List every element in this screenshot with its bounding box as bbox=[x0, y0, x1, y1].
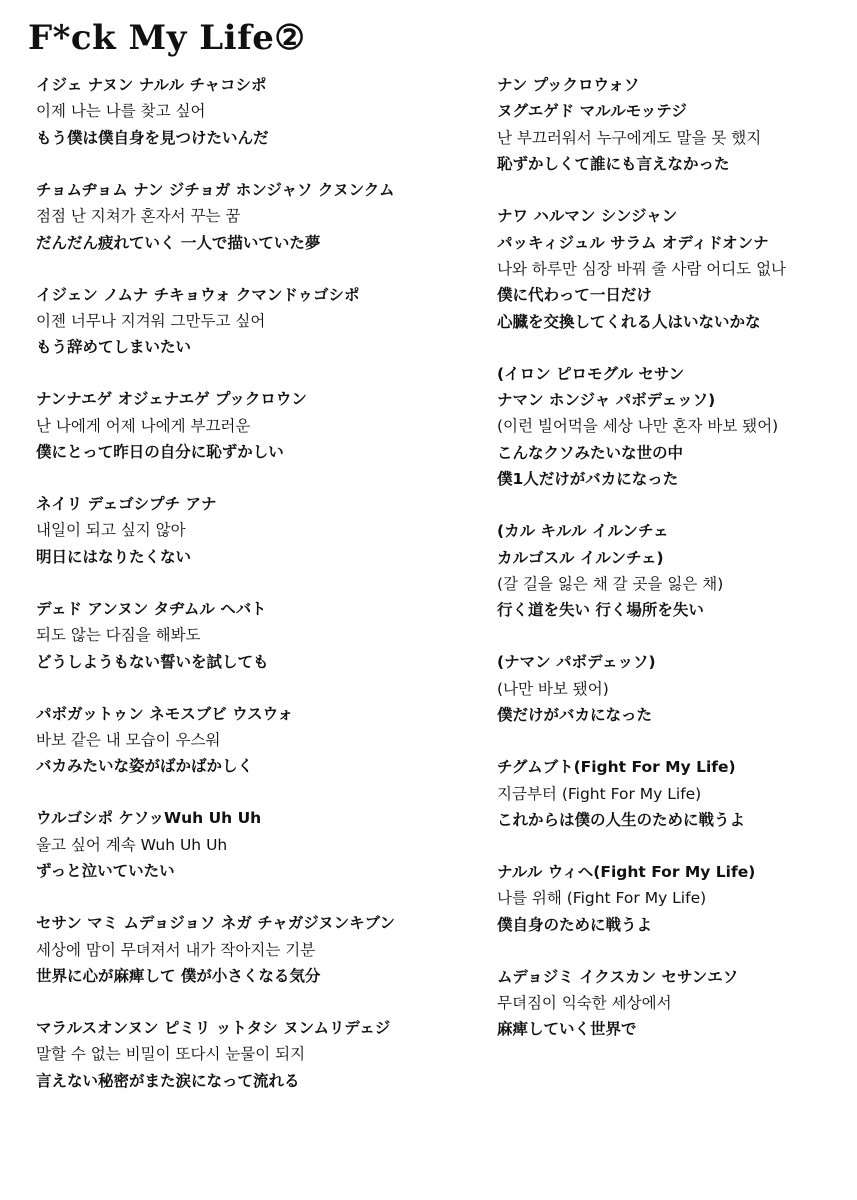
romaji-line: ナン プックロウォソ bbox=[497, 76, 640, 94]
korean-line: 되도 않는 다짐을 해봐도 bbox=[36, 626, 201, 645]
lyric-stanza bbox=[36, 805, 456, 884]
lyric-stanza bbox=[36, 701, 456, 780]
lyric-stanza bbox=[497, 361, 847, 493]
romaji-line: イジェン ノムナ チキョウォ クマンドゥゴシポ bbox=[36, 285, 360, 304]
lyric-stanza bbox=[497, 72, 847, 178]
korean-line: 말할 수 없는 비밀이 또다시 눈물이 되지 bbox=[36, 1045, 306, 1064]
japanese-line: 行く道を失い 行く場所を失い bbox=[497, 601, 704, 620]
japanese-line: 心臓を交換してくれる人はいないかな bbox=[497, 312, 761, 331]
japanese-line: これからは僕の人生のために戦うよ bbox=[497, 810, 746, 829]
lyric-stanza bbox=[36, 72, 456, 151]
korean-line: 나와 하루만 심장 바꿔 줄 사람 어디도 없나 bbox=[497, 259, 787, 278]
lyric-stanza bbox=[36, 386, 456, 465]
lyric-stanza bbox=[36, 282, 456, 361]
korean-line: 이젠 너무나 지겨워 그만두고 싶어 bbox=[36, 311, 266, 330]
japanese-line: 僕1人だけがバカになった bbox=[497, 470, 679, 489]
page-title: F*ck My Life② bbox=[28, 18, 306, 58]
korean-line: 세상에 맘이 무뎌져서 내가 작아지는 기분 bbox=[36, 940, 316, 959]
korean-line: 이제 나는 나를 찾고 싶어 bbox=[36, 102, 206, 121]
korean-line: (이런 빌어먹을 세상 나만 혼자 바보 됐어) bbox=[497, 417, 779, 436]
japanese-line: ずっと泣いていたい bbox=[36, 862, 175, 881]
romaji-line: ナワ ハルマン シンジャン bbox=[497, 207, 678, 226]
japanese-line: 僕自身のために戦うよ bbox=[497, 915, 653, 934]
korean-line: 점점 난 지쳐가 혼자서 꾸는 꿈 bbox=[36, 207, 241, 226]
korean-line: (나만 바보 됐어) bbox=[497, 679, 609, 698]
japanese-line: 言えない秘密がまた涙になって流れる bbox=[36, 1071, 300, 1090]
korean-line: 무뎌짐이 익숙한 세상에서 bbox=[497, 994, 672, 1013]
lyric-stanza bbox=[36, 596, 456, 675]
romaji-line: ネイリ デェゴシプチ アナ bbox=[36, 495, 217, 514]
romaji-line: パッキィジュル サラム オディドオンナ bbox=[497, 233, 769, 252]
lyrics-column-left bbox=[36, 72, 456, 1120]
japanese-line: だんだん疲れていく 一人で描いていた夢 bbox=[36, 233, 321, 252]
lyric-stanza bbox=[36, 177, 456, 256]
romaji-line: (カル キルル イルンチェ bbox=[497, 522, 669, 541]
korean-line: 울고 싶어 계속 Wuh Uh Uh bbox=[36, 835, 228, 854]
romaji-line: (ナマン パボデェッソ) bbox=[497, 653, 656, 672]
japanese-line: バカみたいな姿がばかばかしく bbox=[36, 757, 254, 776]
lyric-stanza bbox=[497, 754, 847, 833]
romaji-line: ナンナエゲ オジェナエゲ プックロウン bbox=[36, 390, 307, 409]
japanese-line: もう僕は僕自身を見つけたいんだ bbox=[36, 128, 269, 147]
lyric-stanza bbox=[497, 859, 847, 938]
korean-line: 난 부끄러워서 누구에게도 말을 못 했지 bbox=[497, 128, 762, 147]
lyric-stanza bbox=[36, 1015, 456, 1094]
lyric-stanza bbox=[497, 203, 847, 335]
japanese-line: こんなクソみたいな世の中 bbox=[497, 443, 684, 462]
korean-line: (갈 길을 잃은 채 갈 곳을 잃은 채) bbox=[497, 575, 724, 594]
korean-line: 난 나에게 어제 나에게 부끄러운 bbox=[36, 416, 251, 435]
lyric-stanza bbox=[36, 491, 456, 570]
lyric-stanza bbox=[497, 964, 847, 1043]
romaji-line: パボガットゥン ネモスブビ ウスウォ bbox=[36, 704, 294, 723]
korean-line: 바보 같은 내 모습이 우스워 bbox=[36, 730, 221, 749]
romaji-line: チグムブト(Fight For My Life) bbox=[497, 758, 736, 777]
lyric-stanza bbox=[497, 649, 847, 728]
lyric-stanza bbox=[497, 518, 847, 624]
lyrics-column-right bbox=[497, 72, 847, 1068]
japanese-line: 麻痺していく世界で bbox=[497, 1020, 637, 1039]
romaji-line: デェド アンヌン タヂムル ヘバト bbox=[36, 599, 267, 618]
japanese-line: どうしようもない誓いを試しても bbox=[36, 652, 269, 671]
japanese-line: 僕だけがバカになった bbox=[497, 706, 653, 725]
romaji-line: ナルル ウィヘ(Fight For My Life) bbox=[497, 862, 756, 881]
japanese-line: 恥ずかしくて誰にも言えなかった bbox=[497, 155, 730, 174]
korean-line: 지금부터 (Fight For My Life) bbox=[497, 784, 702, 803]
romaji-line: ムデョジミ イクスカン セサンエソ bbox=[497, 967, 739, 986]
romaji-line: ヌグエゲド マルルモッテジ bbox=[497, 102, 687, 121]
japanese-line: 僕にとって昨日の自分に恥ずかしい bbox=[36, 443, 284, 462]
japanese-line: 僕に代わって一日だけ bbox=[497, 286, 652, 305]
romaji-line: イジェ ナヌン ナルル チャコシポ bbox=[36, 76, 267, 94]
romaji-line: (イロン ピロモグル セサン bbox=[497, 364, 685, 383]
japanese-line: 明日にはなりたくない bbox=[36, 547, 192, 566]
japanese-line: 世界に心が麻痺して 僕が小さくなる気分 bbox=[36, 966, 321, 985]
korean-line: 나를 위해 (Fight For My Life) bbox=[497, 889, 707, 908]
lyric-stanza bbox=[36, 910, 456, 989]
romaji-line: ウルゴシポ ケソッWuh Uh Uh bbox=[36, 809, 262, 828]
romaji-line: チョムヂョム ナン ジチョガ ホンジャソ クヌンクム bbox=[36, 180, 395, 199]
romaji-line: ナマン ホンジャ パボデェッソ) bbox=[497, 391, 716, 410]
korean-line: 내일이 되고 싶지 않아 bbox=[36, 521, 186, 540]
romaji-line: セサン マミ ムデョジョソ ネガ チャガジヌンキブン bbox=[36, 914, 396, 933]
romaji-line: カルゴスル イルンチェ) bbox=[497, 548, 664, 567]
romaji-line: マラルスオンヌン ピミリ ットタシ ヌンムリデェジ bbox=[36, 1018, 391, 1037]
japanese-line: もう辞めてしまいたい bbox=[36, 338, 192, 357]
